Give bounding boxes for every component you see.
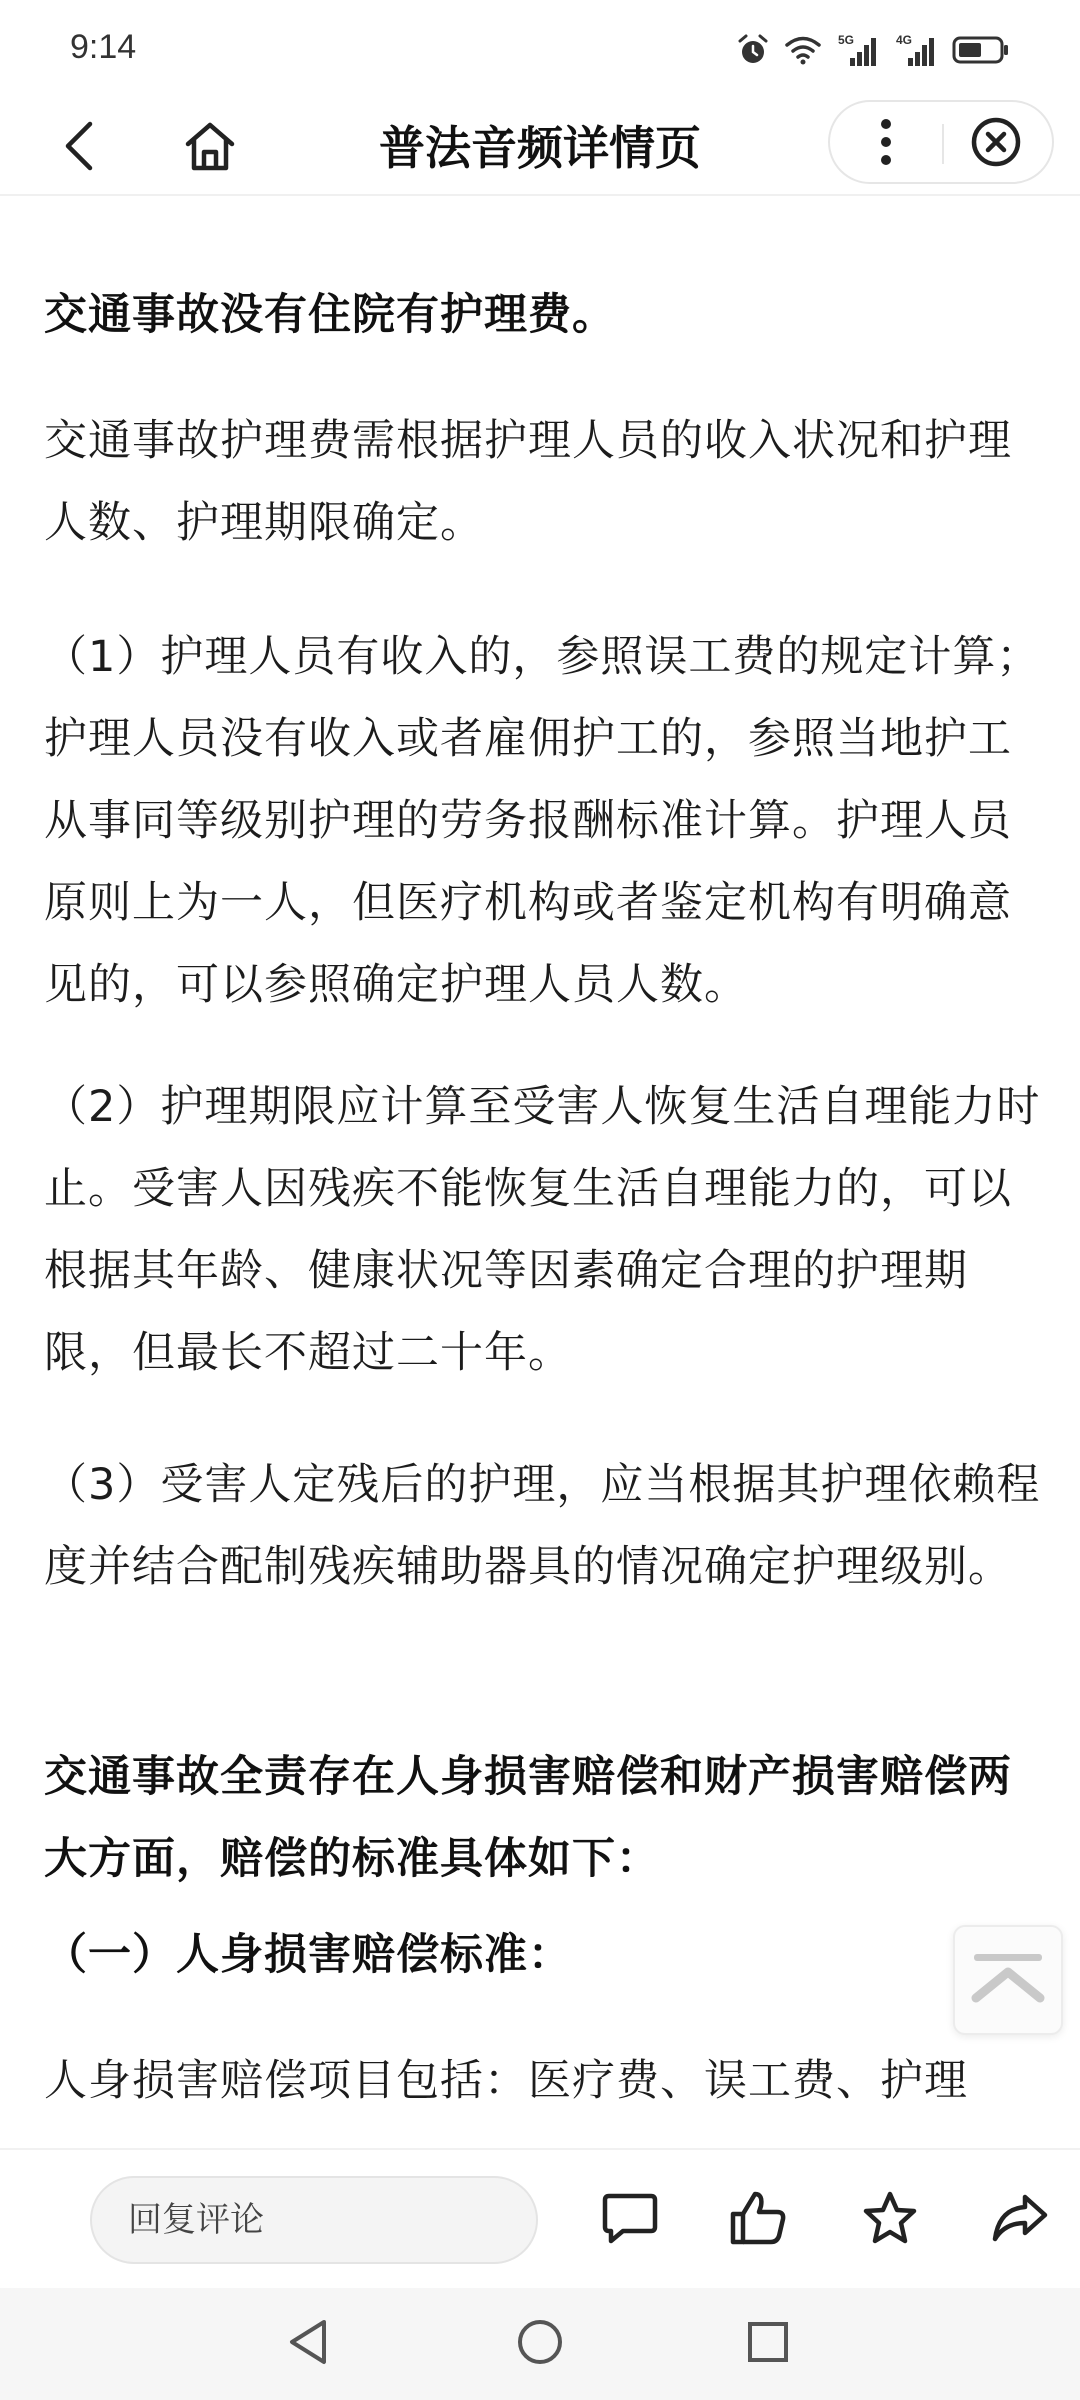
close-button[interactable]: [960, 110, 1032, 178]
article-heading: 交通事故全责存在人身损害赔偿和财产损害赔偿两大方面，赔偿的标准具体如下：: [44, 1752, 1012, 1884]
back-to-top-icon: [968, 1950, 1048, 2010]
signal-5g-label: 5G: [838, 33, 855, 47]
back-button[interactable]: [48, 116, 112, 180]
reply-comment-input[interactable]: [90, 2176, 538, 2264]
close-icon: [970, 116, 1022, 172]
wifi-icon: [784, 35, 822, 65]
capsule-divider: [942, 124, 944, 164]
more-icon: [879, 117, 893, 171]
comment-icon: [601, 2191, 659, 2249]
system-nav-bar: [0, 2288, 1080, 2400]
system-home-button[interactable]: [508, 2312, 572, 2376]
system-recents-icon: [744, 2318, 792, 2370]
like-icon: [729, 2190, 787, 2250]
status-time: 9:14: [70, 28, 137, 66]
article-paragraph: （3）受害人定残后的护理，应当根据其护理依赖程度并结合配制残疾辅助器具的情况确定护理级别。: [44, 1460, 1041, 1592]
signal-4g-icon: [894, 32, 938, 68]
article-paragraph: （1）护理人员有收入的，参照误工费的规定计算；护理人员没有收入或者雇佣护工的，参照当地护工从事同等级别护理的劳务报酬标准计算。护理人员原则上为一人，但医疗机构或者鉴定机构有明确意见的，可以参照确定护理人员人数。: [44, 632, 1041, 1010]
comment-button[interactable]: [592, 2182, 668, 2258]
article-paragraph: （2）护理期限应计算至受害人恢复生活自理能力时止。受害人因残疾不能恢复生活自理能力的，可以根据其年龄、健康状况等因素确定合理的护理期限，但最长不超过二十年。: [44, 1082, 1041, 1378]
status-icons: [736, 28, 1010, 72]
alarm-icon: [736, 33, 770, 67]
nav-bar: [0, 100, 1080, 196]
system-back-button[interactable]: [276, 2312, 340, 2376]
article-heading: 交通事故没有住院有护理费。: [44, 290, 616, 340]
like-button[interactable]: [720, 2182, 796, 2258]
signal-4g-label: 4G: [896, 33, 913, 47]
more-button[interactable]: [850, 110, 922, 178]
status-bar: [0, 0, 1080, 100]
system-recents-button[interactable]: [736, 2312, 800, 2376]
system-back-icon: [284, 2316, 332, 2372]
back-icon: [60, 120, 100, 176]
home-icon: [182, 120, 238, 176]
battery-icon: [952, 35, 1010, 65]
system-home-icon: [514, 2316, 566, 2372]
article-paragraph: 人身损害赔偿项目包括：医疗费、误工费、护理: [44, 2056, 968, 2106]
article-paragraph: 交通事故护理费需根据护理人员的收入状况和护理人数、护理期限确定。: [44, 416, 1012, 548]
mini-program-capsule: [828, 100, 1054, 184]
back-to-top-button[interactable]: [953, 1925, 1063, 2035]
article-subheading: （一）人身损害赔偿标准：: [44, 1930, 572, 1980]
home-button[interactable]: [178, 116, 242, 180]
favorite-icon: [861, 2190, 919, 2250]
share-button[interactable]: [982, 2182, 1058, 2258]
reply-placeholder: 回复评论: [128, 2200, 264, 2240]
signal-5g-icon: [836, 32, 880, 68]
favorite-button[interactable]: [852, 2182, 928, 2258]
article-content: [44, 196, 1044, 2146]
share-icon: [991, 2191, 1049, 2249]
page-title: 普法音频详情页: [379, 121, 701, 175]
bottom-action-bar: [0, 2148, 1080, 2288]
